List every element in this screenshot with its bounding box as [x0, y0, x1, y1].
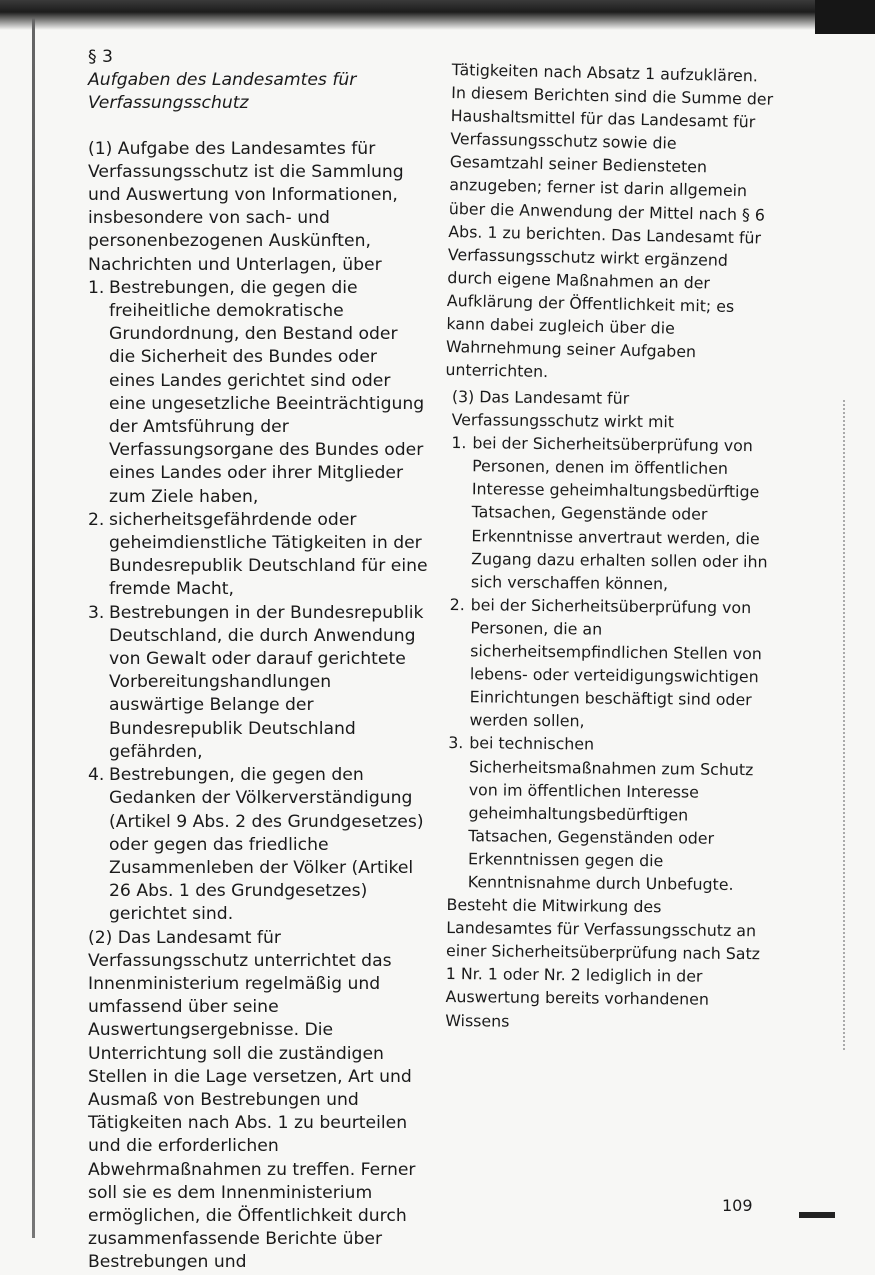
- scan-left-edge: [32, 18, 35, 1238]
- list-item: [450, 431, 774, 596]
- list-item-number: 2.: [449, 594, 465, 614]
- page-number: 109: [722, 1196, 753, 1215]
- list-item-text: Bestrebungen in der Bundesrepublik Deutschland, die durch Anwendung von Gewalt oder darauf gerichtete Vorbereitungshandlungen auswärtige Belange der Bundesrepublik Deutschland gefährden,: [109, 602, 424, 762]
- list-item-text: bei der Sicherheitsüberprüfung von Personen, denen im öffentlichen Interesse geheimhaltungsbedürftige Tatsachen, Gegenstände oder Erkenntnisse anvertraut werden, die Zugang dazu erhalten sollen oder ihn sich verschaffen können,: [470, 433, 768, 594]
- left-column: [88, 46, 428, 1275]
- list-item-text: Bestrebungen, die gegen den Gedanken der Völkerverständigung (Artikel 9 Abs. 2 des Grundgesetzes) oder gegen das friedliche Zusammenleben der Völker (Artikel 26 Abs. 1 des Grundgesetzes) gerichtet sind.: [109, 765, 424, 925]
- paragraph-2-continued: Tätigkeiten nach Absatz 1 aufzuklären. In diesem Berichten sind die Summe der Haushaltsmittel für das Landesamt für Verfassungsschutz sowie die Gesamtzahl seiner Bediensteten anzugeben; ferner ist darin allgemein über die Anwendung der Mittel nach § 6 Abs. 1 zu berichten. Das Landesamt für Verfassungsschutz wirkt ergänzend durch eigene Maßnahmen an der Aufklärung der Öffentlichkeit mit; es kann dabei zugleich über die Wahrnehmung seiner Aufgaben unterrichten.: [445, 59, 774, 382]
- list-item: [448, 593, 771, 735]
- list-item: [88, 764, 428, 926]
- list-item-text: sicherheitsgefährdende oder geheimdienstliche Tätigkeiten in der Bundesrepublik Deutschland für eine fremde Macht,: [109, 509, 428, 600]
- scan-right-edge-specks: [839, 400, 845, 1050]
- paragraph-3-list: [447, 431, 774, 896]
- list-item-number: 1.: [451, 433, 467, 453]
- scan-top-shadow: [0, 0, 875, 30]
- right-column-upper: [445, 58, 774, 388]
- list-item-number: 2.: [88, 509, 105, 530]
- paragraph-1-list: [88, 277, 428, 927]
- list-item: [447, 731, 771, 896]
- paragraph-2: (2) Das Landesamt für Verfassungsschutz unterrichtet das Innenministerium regelmäßig und umfassend über seine Auswertungsergebnisse. Die Unterrichtung soll die zuständigen Stellen in die Lage versetzen, Art und Ausmaß von Bestrebungen und Tätigkeiten nach Abs. 1 zu beurteilen und die erforderlichen Abwehrmaßnahmen zu treffen. Ferner soll sie es dem Innenministerium ermöglichen, die Öffentlichkeit durch zusammenfassende Berichte über Bestrebungen und: [88, 927, 416, 1273]
- section-number: § 3: [88, 47, 113, 67]
- list-item-number: 1.: [88, 277, 105, 298]
- paragraph-4: Besteht die Mitwirkung des Landesamtes für Verfassungsschutz an einer Sicherheitsüberprüfung nach Satz 1 Nr. 1 oder Nr. 2 lediglich in der Auswertung bereits vorhandenen Wissens: [445, 895, 761, 1031]
- list-item: [88, 509, 428, 602]
- list-item: [88, 277, 428, 509]
- list-item-number: 3.: [88, 602, 105, 623]
- list-item-text: bei technischen Sicherheitsmaßnahmen zum Schutz von im öffentlichen Interesse geheimhaltungsbedürftigen Tatsachen, Gegenständen oder Erkenntnissen gegen die Kenntnisnahme durch Unbefugte.: [467, 733, 754, 894]
- list-item: [88, 602, 428, 764]
- scan-corner-mark: [799, 1212, 835, 1218]
- list-item-number: 3.: [448, 733, 464, 753]
- section-title: Aufgaben des Landesamtes für Verfassungsschutz: [88, 70, 357, 114]
- list-item-text: bei der Sicherheitsüberprüfung von Personen, die an sicherheitsempfindlichen Stellen von lebens- oder verteidigungswichtigen Einrichtungen beschäftigt sind oder werden sollen,: [469, 595, 762, 731]
- right-column-lower: [445, 385, 774, 1035]
- paragraph-3: (3) Das Landesamt für Verfassungsschutz wirkt mit: [451, 386, 675, 432]
- list-item-text: Bestrebungen, die gegen die freiheitliche demokratische Grundordnung, den Bestand oder die Sicherheit des Bundes oder eines Landes gerichtet sind oder eine ungesetzliche Beeinträchtigung der Amtsführung der Verfassungsorgane des Bundes oder eines Landes oder ihrer Mitglieder zum Ziele haben,: [109, 277, 425, 507]
- paragraph-1: (1) Aufgabe des Landesamtes für Verfassungsschutz ist die Sammlung und Auswertung von Informationen, insbesondere von sach- und personenbezogenen Auskünften, Nachrichten und Unterlagen, über: [88, 138, 404, 275]
- list-item-number: 4.: [88, 765, 105, 786]
